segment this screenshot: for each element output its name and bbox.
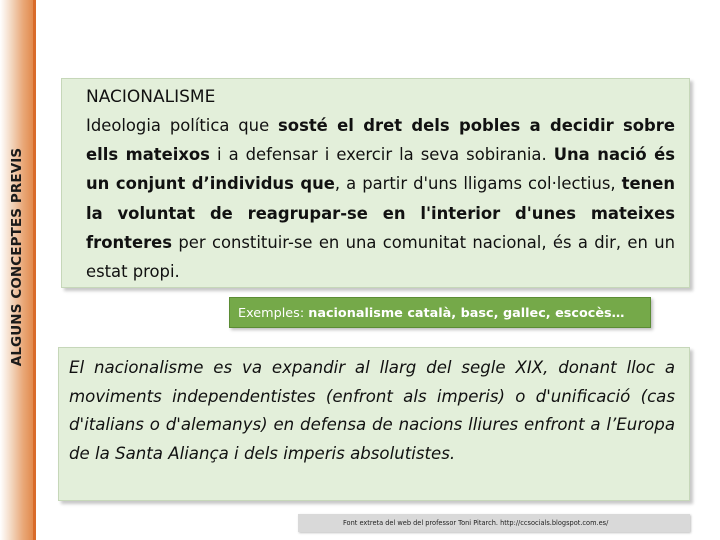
source-credit bbox=[298, 514, 690, 532]
definition-box bbox=[61, 78, 690, 288]
history-text: El nacionalisme es va expandir al llarg del segle XIX, donant lloc a moviments independentistes (enfront als imperis) o d'unificació (cas d'italians o d'alemanys) en defensa de nacions lliures enfront a l’Europa de la Santa Aliança i dels imperis absolutistes. bbox=[69, 358, 675, 463]
definition-text bbox=[86, 111, 675, 286]
source-credit-text: Font extreta del web del professor Toni Pitarch. http://ccsocials.blogspot.com.es/ bbox=[343, 519, 609, 527]
definition-text-part: , a partir d'uns lligams col·lectius, bbox=[334, 174, 622, 194]
examples-list: nacionalisme català, basc, gallec, escocès… bbox=[308, 306, 625, 321]
definition-text-part: Ideologia política que bbox=[86, 116, 279, 135]
examples-prefix: Exemples: bbox=[238, 306, 309, 321]
definition-heading: NACIONALISME bbox=[86, 87, 216, 107]
definition-text-part: i a defensar i exercir la seva sobirania. bbox=[209, 145, 554, 165]
definition-bold-part: tenen la voluntat de reagrupar-se en l'interior d'unes mateixes fronteres bbox=[86, 174, 676, 252]
section-title: ALGUNS CONCEPTES PREVIS bbox=[9, 147, 25, 367]
definition-bold-part: Una nació és un conjunt d’individus que bbox=[86, 145, 675, 194]
definition-bold-part: sosté el dret dels pobles a decidir sobre ells mateixos bbox=[86, 116, 675, 165]
examples-bar bbox=[229, 297, 651, 328]
sidebar-divider bbox=[33, 0, 36, 540]
history-box bbox=[58, 347, 690, 501]
definition-text-part: per constituir-se en una comunitat nacional, és a dir, en un estat propi. bbox=[86, 232, 675, 282]
